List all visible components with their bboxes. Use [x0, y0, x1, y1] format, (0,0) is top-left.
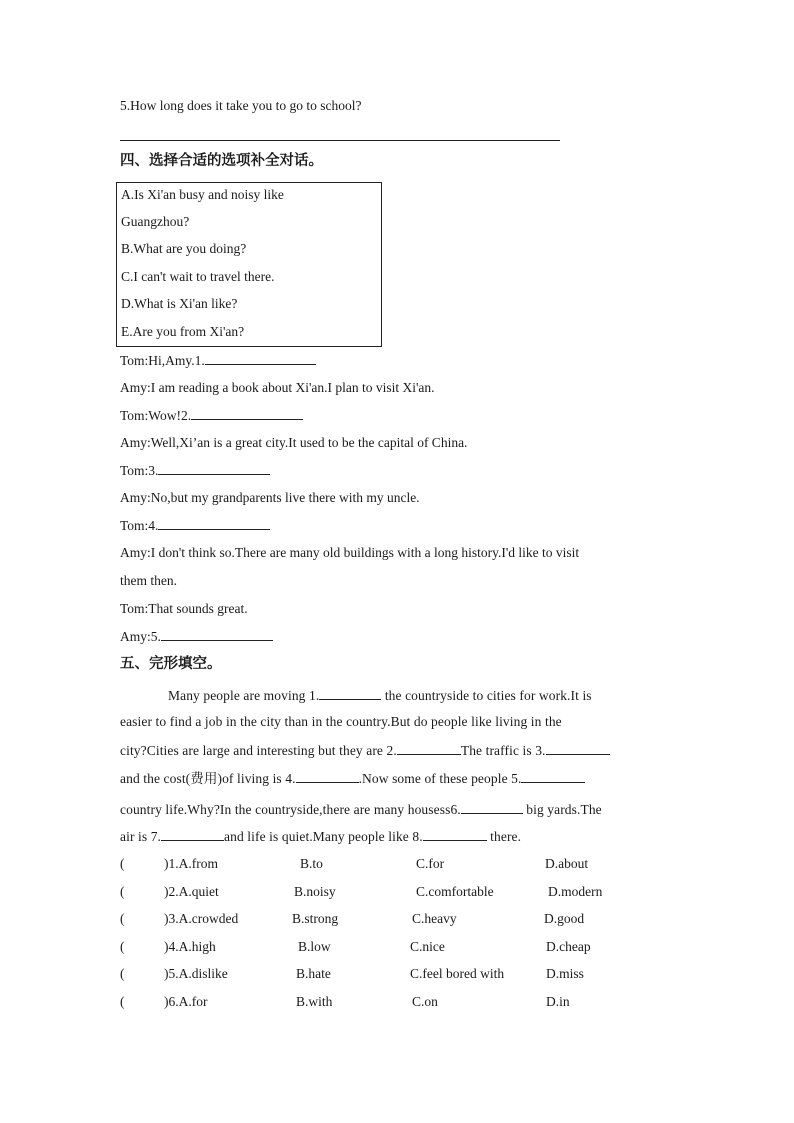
passage-line — [120, 827, 521, 846]
dialogue-line — [120, 627, 273, 646]
dialogue-text: Amy:5. — [120, 629, 161, 644]
passage-line — [120, 769, 585, 788]
choice-d[interactable]: D.about — [545, 856, 589, 871]
dialogue-line — [120, 461, 270, 480]
option-c: C.I can't wait to travel there. — [121, 269, 275, 284]
choice-d[interactable]: D.miss — [546, 966, 584, 981]
answer-blank-1[interactable] — [205, 351, 316, 365]
dialogue-line: them then. — [120, 573, 177, 588]
choice-paren: ( — [120, 994, 125, 1009]
section-4-heading: 四、选择合适的选项补全对话。 — [120, 153, 323, 169]
cloze-blank-4[interactable] — [296, 769, 359, 783]
choice-paren: ( — [120, 966, 125, 981]
passage-text: big yards.The — [522, 802, 602, 817]
choice-c[interactable]: C.for — [416, 856, 445, 871]
dialogue-line: Amy:No,but my grandparents live there with my uncle. — [120, 490, 420, 505]
dialogue-line: Amy:Well,Xi’an is a great city.It used to be the capital of China. — [120, 435, 468, 450]
dialogue-line — [120, 406, 303, 425]
choice-b[interactable]: B.to — [300, 856, 323, 871]
passage-text: and the cost(费用)of living is 4. — [120, 771, 296, 786]
dialogue-text: Tom:Hi,Amy.1. — [120, 353, 205, 368]
dialogue-line: Amy:I don't think so.There are many old buildings with a long history.I'd like to visit — [120, 545, 580, 560]
choice-b[interactable]: B.hate — [296, 966, 331, 981]
dialogue-text: Tom:Wow!2. — [120, 408, 192, 423]
dialogue-text: Tom:4. — [120, 518, 159, 533]
option-e: E.Are you from Xi'an? — [121, 324, 245, 339]
choice-a[interactable]: )3.A.crowded — [164, 911, 239, 926]
choice-c[interactable]: C.heavy — [412, 911, 457, 926]
choice-c[interactable]: C.comfortable — [416, 884, 494, 899]
passage-line — [168, 686, 592, 705]
passage-text: country life.Why?In the countryside,there are many housess6. — [120, 802, 461, 817]
choice-paren: ( — [120, 911, 125, 926]
answer-line[interactable] — [120, 140, 560, 141]
choice-paren: ( — [120, 856, 125, 871]
cloze-blank-2[interactable] — [397, 741, 461, 755]
passage-line: easier to find a job in the city than in the country.But do people like living in the — [120, 714, 562, 729]
passage-text: Many people are moving 1. — [168, 688, 320, 703]
option-a: A.Is Xi'an busy and noisy like — [121, 187, 284, 202]
dialogue-line: Amy:I am reading a book about Xi'an.I plan to visit Xi'an. — [120, 380, 435, 395]
answer-blank-3[interactable] — [158, 461, 270, 475]
choice-c[interactable]: C.feel bored with — [410, 966, 505, 981]
choice-paren: ( — [120, 939, 125, 954]
dialogue-line: Tom:That sounds great. — [120, 601, 248, 616]
passage-text: there. — [486, 829, 522, 844]
choice-d[interactable]: D.cheap — [546, 939, 591, 954]
choice-d[interactable]: D.modern — [548, 884, 603, 899]
choice-b[interactable]: B.noisy — [294, 884, 336, 899]
answer-blank-4[interactable] — [158, 516, 270, 530]
passage-text: city?Cities are large and interesting but they are 2. — [120, 743, 397, 758]
option-a-cont: Guangzhou? — [121, 214, 190, 229]
answer-blank-5[interactable] — [161, 627, 273, 641]
option-d: D.What is Xi'an like? — [121, 296, 238, 311]
passage-line — [120, 741, 610, 760]
cloze-blank-7[interactable] — [161, 827, 224, 841]
passage-text: The traffic is 3. — [460, 743, 546, 758]
section-5-heading: 五、完形填空。 — [120, 656, 222, 672]
choice-c[interactable]: C.nice — [410, 939, 445, 954]
choice-a[interactable]: )5.A.dislike — [164, 966, 228, 981]
choice-a[interactable]: )2.A.quiet — [164, 884, 219, 899]
choice-a[interactable]: )6.A.for — [164, 994, 208, 1009]
choice-d[interactable]: D.in — [546, 994, 570, 1009]
choice-d[interactable]: D.good — [544, 911, 585, 926]
passage-line — [120, 800, 602, 819]
choice-a[interactable]: )4.A.high — [164, 939, 216, 954]
choice-c[interactable]: C.on — [412, 994, 438, 1009]
passage-text: .Now some of these people 5. — [358, 771, 522, 786]
answer-blank-2[interactable] — [191, 406, 303, 420]
dialogue-line — [120, 516, 270, 535]
passage-text: the countryside to cities for work.It is — [381, 688, 592, 703]
cloze-blank-8[interactable] — [423, 827, 487, 841]
cloze-blank-3[interactable] — [546, 741, 610, 755]
options-box — [116, 182, 382, 347]
choice-b[interactable]: B.strong — [292, 911, 339, 926]
choice-b[interactable]: B.with — [296, 994, 333, 1009]
dialogue-line — [120, 351, 316, 370]
choice-a[interactable]: )1.A.from — [164, 856, 218, 871]
passage-text: and life is quiet.Many people like 8. — [224, 829, 423, 844]
question-5: 5.How long does it take you to go to school? — [120, 98, 362, 113]
passage-text: air is 7. — [120, 829, 162, 844]
cloze-blank-5[interactable] — [521, 769, 585, 783]
dialogue-text: Tom:3. — [120, 463, 159, 478]
option-b: B.What are you doing? — [121, 241, 247, 256]
choice-paren: ( — [120, 884, 125, 899]
cloze-blank-6[interactable] — [461, 800, 523, 814]
cloze-blank-1[interactable] — [319, 686, 381, 700]
choice-b[interactable]: B.low — [298, 939, 331, 954]
